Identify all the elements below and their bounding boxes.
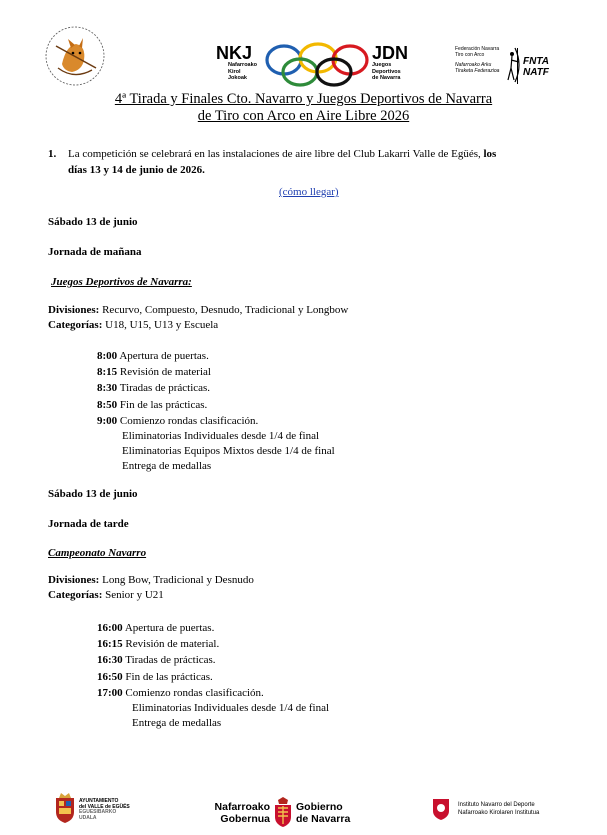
schedule-desc: Fin de las prácticas.	[125, 670, 213, 683]
schedule-item	[97, 348, 335, 364]
schedule-item	[97, 397, 335, 413]
morning-categories-value: U18, U15, U13 y Escuela	[105, 319, 219, 331]
schedule-desc: Tiradas de prácticas.	[119, 382, 211, 395]
afternoon-divisions-value: Long Bow, Tradicional y Desnudo	[102, 574, 254, 586]
intro-dates: días 13 y 14 de junio de 2026.	[68, 164, 205, 176]
schedule-desc: Apertura de puertas.	[124, 622, 215, 634]
schedule-desc: Revisión de material.	[125, 638, 220, 651]
afternoon-categories	[48, 588, 164, 602]
intro-number: 1.	[48, 148, 57, 160]
schedule-time: 16:50	[97, 670, 123, 683]
morning-divisions-label: Divisiones:	[48, 304, 100, 316]
fnta-line-2: Tiro con Arco	[455, 52, 485, 58]
intro-paragraph	[68, 147, 568, 177]
afternoon-categories-value: Senior y U21	[105, 589, 164, 601]
afternoon-day: Sábado 13 de junio	[48, 488, 138, 500]
schedule-time: 16:00	[97, 622, 123, 634]
document-title-line-2: de Tiro con Arco en Aire Libre 2026	[197, 108, 410, 124]
afternoon-schedule	[97, 620, 329, 731]
gobierno-left-1: Nafarroako	[214, 801, 270, 813]
jdn-line-2: Deportivos	[372, 68, 401, 75]
morning-divisions-value: Recurvo, Compuesto, Desnudo, Tradicional y Longbow	[102, 304, 349, 316]
schedule-time: 16:30	[97, 654, 123, 667]
fnta-line-4: Tiraketa Federazioa	[455, 68, 500, 74]
schedule-item	[97, 669, 329, 685]
egues-line-3: EGUESIBARKO	[79, 809, 117, 816]
schedule-desc: Apertura de puertas.	[119, 350, 209, 362]
schedule-time: 9:00	[97, 414, 118, 427]
fnta-line-1: Federación Navarra	[455, 46, 500, 52]
egues-line-1: AYUNTAMIENTO	[79, 798, 119, 804]
schedule-sub-item: Eliminatorias Individuales desde 1/4 de final	[122, 430, 320, 443]
jdn-line-1: Juegos	[372, 62, 392, 68]
schedule-time: 17:00	[97, 686, 123, 699]
instituto-line-2: Nafarroako Kirolaren Institutua	[458, 810, 540, 816]
afternoon-divisions	[48, 573, 254, 587]
gobierno-right-1: Gobierno	[296, 801, 343, 813]
intro-bold-los: los	[483, 148, 497, 160]
schedule-desc: Tiradas de prácticas.	[125, 654, 216, 667]
morning-schedule	[97, 348, 335, 474]
schedule-item	[97, 652, 329, 668]
nkj-line-2: Kirol	[228, 68, 241, 75]
schedule-item	[97, 636, 329, 652]
morning-divisions	[48, 303, 348, 317]
instituto-line-1: Instituto Navarro del Deporte	[458, 802, 535, 808]
gobierno-left-2: Gobernua	[220, 813, 270, 825]
nkj-big: NKJ	[216, 43, 253, 63]
olympic-rings-logo	[262, 40, 374, 90]
schedule-item	[97, 364, 335, 380]
schedule-desc: Fin de las prácticas.	[119, 398, 208, 411]
schedule-time: 8:00	[97, 350, 118, 362]
schedule-item	[97, 380, 335, 396]
schedule-sub-item: Entrega de medallas	[132, 717, 222, 730]
afternoon-divisions-label: Divisiones:	[48, 574, 100, 586]
schedule-time: 8:30	[97, 382, 118, 395]
navarra-shield-icon	[274, 797, 292, 827]
schedule-time: 8:15	[97, 366, 118, 379]
morning-session: Jornada de mañana	[48, 246, 142, 258]
morning-categories	[48, 318, 218, 332]
schedule-item	[97, 685, 329, 701]
lakarri-logo	[44, 24, 106, 88]
jdn-big: JDN	[372, 43, 409, 63]
fnta-short-2: NATF	[523, 67, 549, 78]
schedule-desc: Comienzo rondas clasificación.	[125, 686, 264, 699]
instituto-icon	[430, 797, 452, 821]
egues-logo	[54, 792, 164, 828]
schedule-sub-item: Eliminatorias Equipos Mixtos desde 1/4 de final	[122, 445, 335, 458]
fnta-line-3: Nafarroako Arku	[455, 62, 492, 68]
schedule-time: 8:50	[97, 398, 118, 411]
morning-competition: Juegos Deportivos de Navarra:	[51, 276, 192, 288]
schedule-desc: Revisión de material	[119, 366, 211, 379]
schedule-time: 16:15	[97, 638, 123, 651]
schedule-sub-item: Eliminatorias Individuales desde 1/4 de final	[132, 702, 330, 715]
nkj-line-1: Nafarroako	[228, 62, 258, 68]
afternoon-competition: Campeonato Navarro	[48, 547, 147, 559]
intro-text: La competición se celebrará en las instalaciones de aire libre del Club Lakarri Valle de Egüés,	[68, 148, 481, 160]
gobierno-navarra-logo	[214, 797, 354, 829]
como-llegar-link[interactable]: (cómo llegar)	[279, 186, 339, 198]
jdn-logo	[372, 44, 432, 90]
egues-line-4: UDALA	[79, 814, 97, 821]
jdn-line-3: de Navarra	[372, 75, 401, 81]
schedule-desc: Comienzo rondas clasificación.	[119, 414, 259, 427]
morning-categories-label: Categorías:	[48, 319, 103, 331]
instituto-deporte-logo	[430, 797, 570, 827]
afternoon-categories-label: Categorías:	[48, 589, 103, 601]
schedule-item	[97, 620, 329, 636]
gobierno-right-2: de Navarra	[296, 813, 351, 825]
schedule-sub-item: Entrega de medallas	[122, 460, 212, 473]
egues-line-2: del VALLE de EGÜÉS	[79, 803, 130, 810]
morning-day: Sábado 13 de junio	[48, 216, 138, 228]
afternoon-session: Jornada de tarde	[48, 518, 129, 530]
schedule-item	[97, 413, 335, 429]
fnta-short: FNTA	[523, 56, 549, 67]
coat-of-arms-icon	[54, 792, 76, 824]
document-title-line-1: 4ª Tirada y Finales Cto. Navarro y Juegos Deportivos de Navarra	[114, 91, 493, 107]
fnta-logo	[455, 46, 560, 88]
nkj-line-3: Jokoak	[228, 75, 247, 81]
archer-icon	[505, 46, 525, 84]
